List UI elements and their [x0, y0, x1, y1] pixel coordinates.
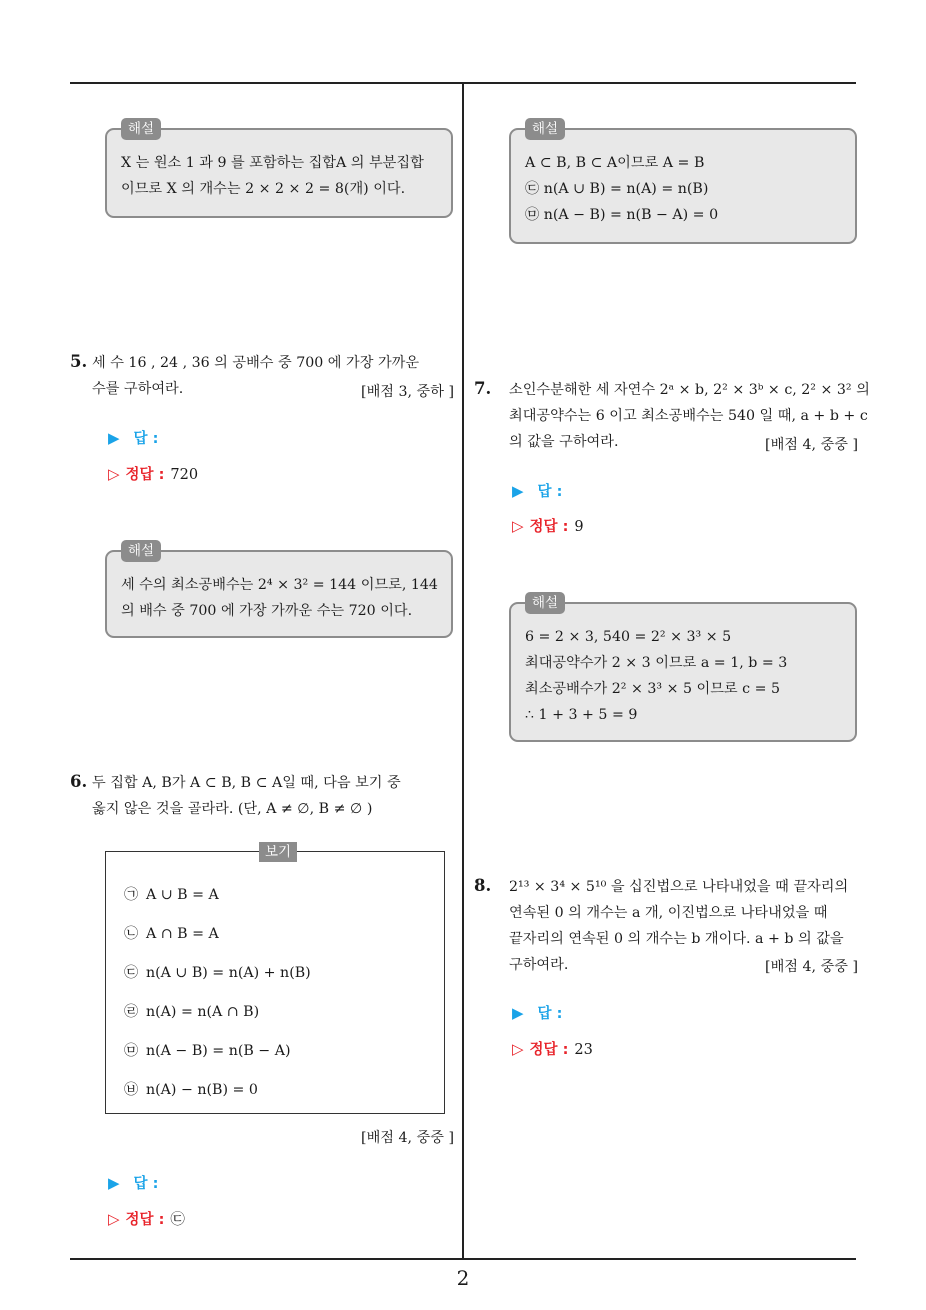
answer-label: 답 : [537, 484, 563, 500]
question-line: 최대공약수는 6 이고 최소공배수는 540 일 때, a + b + c [509, 408, 868, 424]
solution-box-q7 [509, 595, 857, 742]
correct-value: 720 [170, 467, 199, 483]
solution-tag: 해설 [121, 118, 161, 140]
question-number: 5. [70, 352, 88, 371]
arrow-outline-icon: ▷ [512, 1040, 524, 1058]
question-line: 수를 구하여라. [92, 381, 184, 397]
choice-item: ㉣ n(A) = n(A ∩ B) [124, 1004, 260, 1020]
solution-box-q6 [509, 121, 857, 244]
bottom-rule [70, 1258, 856, 1260]
question-line: 구하여라. [509, 957, 569, 973]
score-label: [배점 4, 중중 ] [361, 1130, 454, 1146]
question-line: 의 값을 구하여라. [509, 434, 619, 450]
question-line: 두 집합 A, B가 A ⊂ B, B ⊂ A일 때, 다음 보기 중 [92, 775, 401, 791]
correct-answer [512, 515, 584, 536]
solution-tag: 해설 [525, 118, 565, 140]
question-line: 연속된 0 의 개수는 a 개, 이진법으로 나타내었을 때 [509, 905, 828, 921]
score-label: [배점 4, 중중 ] [765, 437, 858, 453]
solution-line: 최대공약수가 2 × 3 이므로 a = 1, b = 3 [525, 655, 788, 671]
answer-field[interactable] [108, 427, 158, 448]
answer-label: 답 : [133, 1176, 159, 1192]
answer-field[interactable] [108, 1172, 158, 1193]
correct-label: 정답 : [529, 519, 569, 535]
arrow-outline-icon: ▷ [108, 465, 120, 483]
question-line: 끝자리의 연속된 0 의 개수는 b 개이다. a + b 의 값을 [509, 931, 844, 947]
correct-label: 정답 : [125, 1212, 165, 1228]
correct-value: 23 [574, 1042, 593, 1058]
question-line: 옳지 않은 것을 골라라. (단, A ≠ ∅, B ≠ ∅ ) [92, 801, 373, 817]
choice-item: ㉢ n(A ∪ B) = n(A) + n(B) [124, 965, 311, 981]
solution-line: 세 수의 최소공배수는 2⁴ × 3² = 144 이므로, 144 [121, 577, 438, 593]
choice-item: ㉤ n(A − B) = n(B − A) [124, 1043, 291, 1059]
correct-value: ㉢ [170, 1212, 185, 1228]
question-line: 소인수분해한 세 자연수 2ᵃ × b, 2² × 3ᵇ × c, 2² × 3² 의 [509, 382, 870, 398]
correct-answer [512, 1038, 593, 1059]
page-number: 2 [456, 1266, 470, 1290]
correct-label: 정답 : [529, 1042, 569, 1058]
correct-answer [108, 1208, 185, 1229]
solution-line: ㉢ n(A ∪ B) = n(A) = n(B) [525, 181, 709, 197]
solution-tag: 해설 [121, 540, 161, 562]
solution-line: ∴ 1 + 3 + 5 = 9 [525, 707, 638, 723]
solution-line: X 는 원소 1 과 9 를 포함하는 집합A 의 부분집합 [121, 155, 424, 171]
arrow-icon: ▶ [512, 482, 524, 500]
solution-line: 이므로 X 의 개수는 2 × 2 × 2 = 8(개) 이다. [121, 181, 406, 197]
choices-tag: 보기 [259, 842, 297, 862]
arrow-outline-icon: ▷ [108, 1210, 120, 1228]
question-number: 8. [474, 876, 492, 895]
choices-box [105, 844, 445, 1114]
answer-field[interactable] [512, 1002, 562, 1023]
arrow-icon: ▶ [108, 429, 120, 447]
choice-item: ㉥ n(A) − n(B) = 0 [124, 1082, 258, 1098]
column-divider [462, 83, 464, 1259]
question-line: 세 수 16 , 24 , 36 의 공배수 중 700 에 가장 가까운 [92, 355, 420, 371]
solution-line: 의 배수 중 700 에 가장 가까운 수는 720 이다. [121, 603, 413, 619]
correct-label: 정답 : [125, 467, 165, 483]
question-number: 7. [474, 379, 492, 398]
correct-answer [108, 463, 198, 484]
answer-field[interactable] [512, 480, 562, 501]
choice-item: ㉡ A ∩ B = A [124, 926, 219, 942]
solution-tag: 해설 [525, 592, 565, 614]
question-line: 2¹³ × 3⁴ × 5¹⁰ 을 십진법으로 나타내었을 때 끝자리의 [509, 879, 849, 895]
solution-box-q4 [105, 121, 453, 218]
solution-box-q5 [105, 543, 453, 638]
arrow-icon: ▶ [512, 1004, 524, 1022]
choice-item: ㉠ A ∪ B = A [124, 887, 219, 903]
score-label: [배점 4, 중중 ] [765, 959, 858, 975]
correct-value: 9 [574, 519, 584, 535]
score-label: [배점 3, 중하 ] [361, 384, 454, 400]
answer-label: 답 : [537, 1006, 563, 1022]
answer-label: 답 : [133, 431, 159, 447]
question-text [92, 770, 454, 822]
solution-line: 6 = 2 × 3, 540 = 2² × 3³ × 5 [525, 629, 732, 645]
solution-line: A ⊂ B, B ⊂ A이므로 A = B [525, 155, 705, 171]
solution-line: 최소공배수가 2² × 3³ × 5 이므로 c = 5 [525, 681, 781, 697]
arrow-icon: ▶ [108, 1174, 120, 1192]
question-number: 6. [70, 772, 88, 791]
arrow-outline-icon: ▷ [512, 517, 524, 535]
solution-line: ㉤ n(A − B) = n(B − A) = 0 [525, 207, 719, 223]
